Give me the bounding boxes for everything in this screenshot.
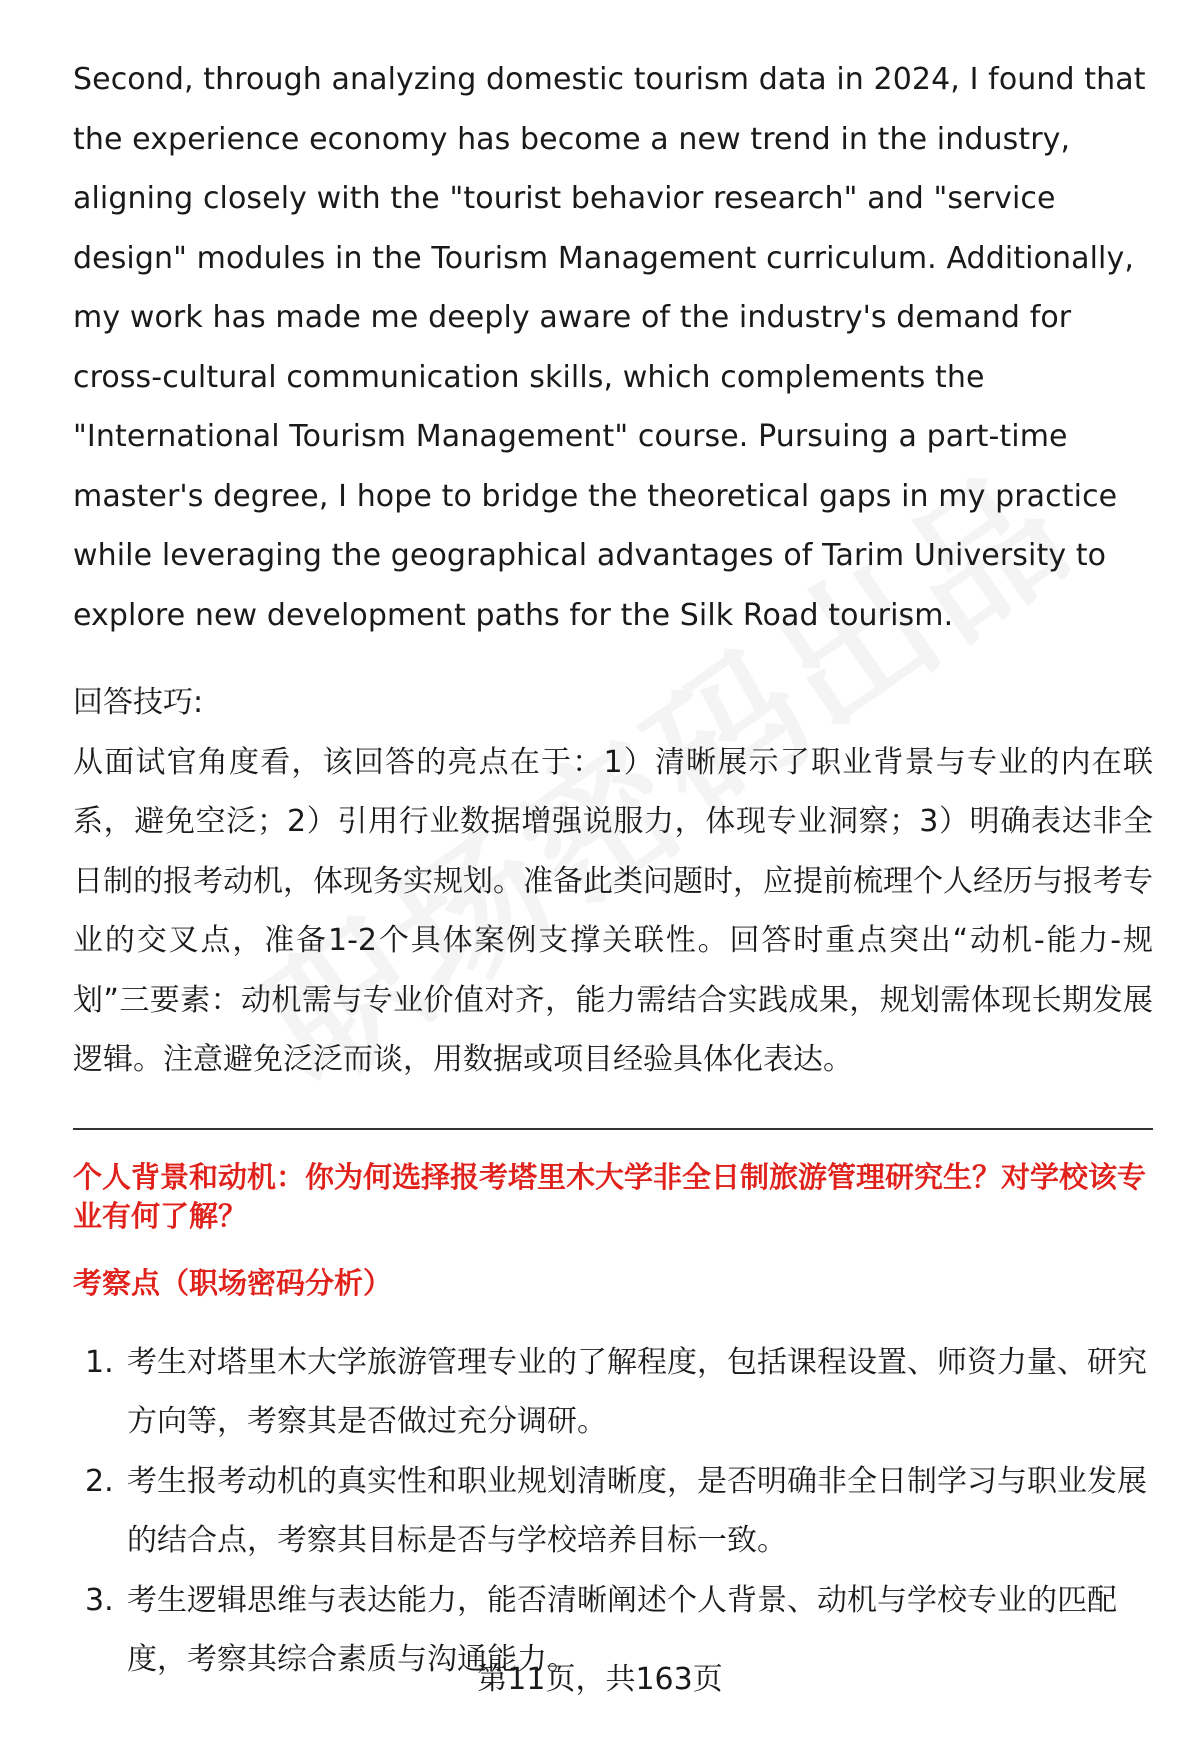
focus-heading: 考察点（职场密码分析） (73, 1265, 393, 1300)
list-item-text: 考生报考动机的真实性和职业规划清晰度，是否明确非全日制学习与职业发展的结合点，考察其目标是否与学校培养目标一致。 (127, 1463, 1147, 1558)
list-item (73, 1333, 1153, 1452)
tips-paragraph: 从面试官角度看，该回答的亮点在于：1）清晰展示了职业背景与专业的内在联系，避免空泛；2）引用行业数据增强说服力，体现专业洞察；3）明确表达非全日制的报考动机，体现务实规划。准备此类问题时，应提前梳理个人经历与报考专业的交叉点，准备1-2个具体案例支撑关联性。回答时重点突出“动机-能力-规划”三要素：动机需与专业价值对齐，能力需结合实践成果，规划需体现长期发展逻辑。注意避免泛泛而谈，用数据或项目经验具体化表达。 (73, 744, 1153, 1077)
answer-paragraph: Second, through analyzing domestic tourism data in 2024, I found that the experience economy has become a new trend in the industry, aligning closely with the "tourist behavior research" and "service design" modules in the Tourism Management curriculum. Additionally, my work has made me deeply aware of the industry's demand for cross-cultural communication skills, which complements the "International Tourism Management" course. Pursuing a part-time master's degree, I hope to bridge the theoretical gaps in my practice while leveraging the geographical advantages of Tarim University to explore new development paths for the Silk Road tourism. (73, 62, 1146, 633)
focus-points-list (73, 1333, 1153, 1690)
list-item-number: 1. (85, 1344, 114, 1380)
list-item-number: 2. (85, 1463, 114, 1499)
list-item-text: 考生逻辑思维与表达能力，能否清晰阐述个人背景、动机与学校专业的匹配度，考察其综合素质与沟通能力。 (127, 1582, 1117, 1677)
question-heading: 个人背景和动机：你为何选择报考塔里木大学非全日制旅游管理研究生？对学校该专业有何了解？ (73, 1159, 1147, 1233)
page-number: 第11页，共163页 (477, 1662, 723, 1697)
list-item-number: 3. (85, 1582, 114, 1618)
list-item-text: 考生对塔里木大学旅游管理专业的了解程度，包括课程设置、师资力量、研究方向等，考察其是否做过充分调研。 (127, 1344, 1147, 1439)
section-divider (73, 1128, 1153, 1130)
page-content (73, 50, 1153, 1690)
tips-heading: 回答技巧: (73, 685, 204, 720)
list-item (73, 1452, 1153, 1571)
